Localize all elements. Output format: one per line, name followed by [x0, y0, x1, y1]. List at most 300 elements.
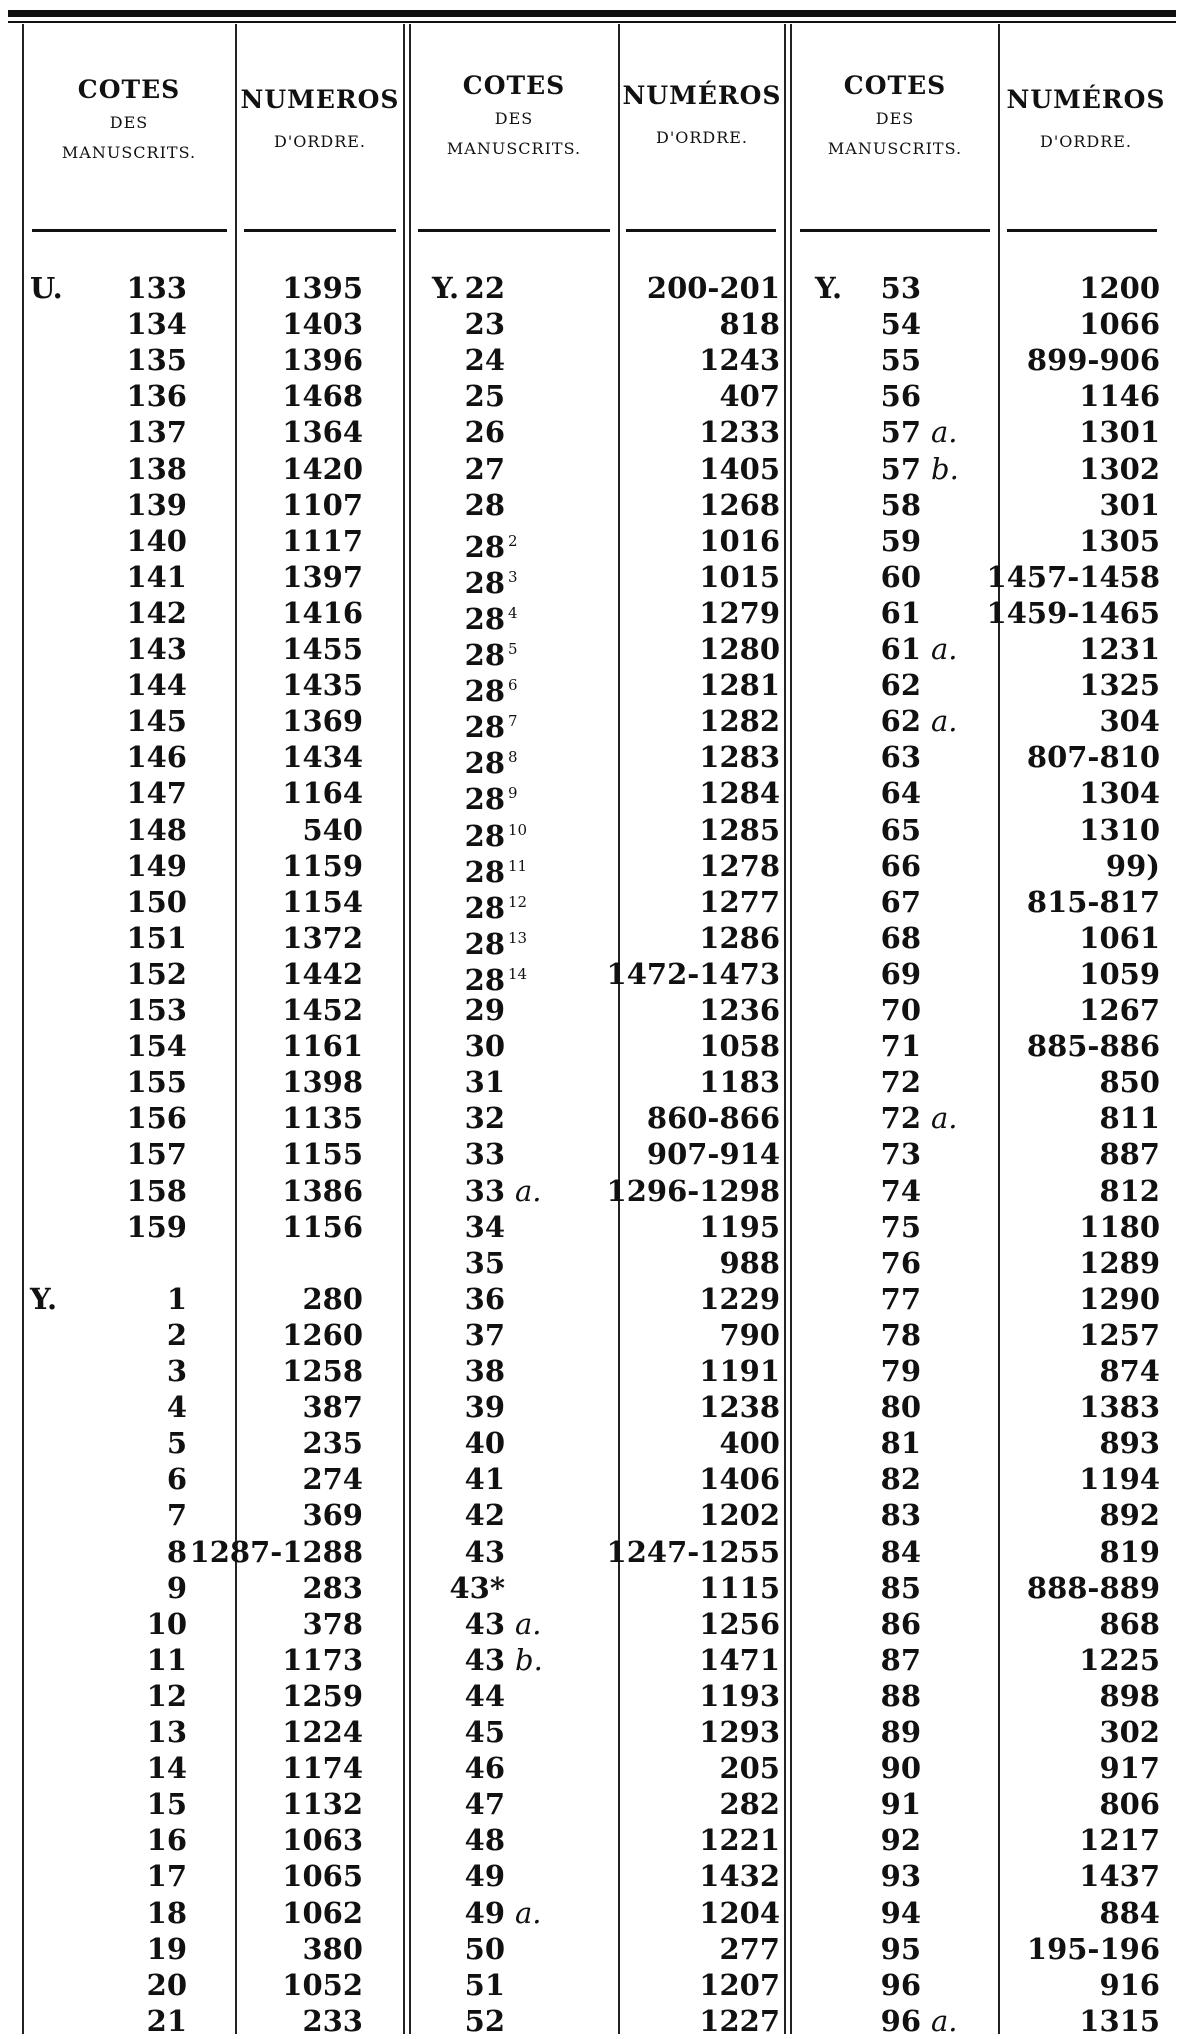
cote-number: 141	[126, 559, 187, 594]
cote-cell	[791, 884, 921, 920]
numero-cell: 1278	[699, 848, 780, 883]
cote-number: 28	[464, 674, 505, 709]
cote-cell	[375, 451, 505, 487]
cote-number: 150	[126, 884, 187, 919]
cote-number: 25	[464, 379, 505, 414]
cote-number: 8	[166, 1534, 187, 1569]
numero-cell: 282	[719, 1787, 780, 1822]
cote-number: 72	[880, 1101, 921, 1136]
cote-number: 79	[880, 1354, 921, 1388]
cote-cell	[791, 487, 921, 523]
numero-cell: 1066	[1079, 307, 1160, 342]
cote-suffix: a.	[515, 1606, 542, 1641]
numero-cell: 1398	[282, 1065, 363, 1100]
header-rule-4	[626, 229, 776, 232]
cote-number: 80	[880, 1390, 921, 1425]
cote-number: 74	[880, 1173, 921, 1208]
cote-number: 28	[464, 782, 505, 817]
cote-cell	[375, 1209, 505, 1245]
numero-cell: 1405	[699, 451, 780, 486]
cote-number: 37	[464, 1317, 505, 1352]
cote-cell	[791, 1931, 921, 1967]
cote-cell	[375, 1425, 505, 1461]
numero-cell: 1468	[282, 379, 363, 414]
cote-cell	[375, 1173, 542, 1209]
numero-cell: 1315	[1079, 2003, 1160, 2038]
numero-cell: 277	[719, 1931, 780, 1966]
cote-number: 36	[464, 1281, 505, 1316]
cote-number: 28	[464, 962, 505, 997]
cote-number: 28	[464, 529, 505, 564]
cote-cell	[375, 1967, 505, 2003]
cote-number: 6	[166, 1462, 187, 1497]
cote-number: 30	[464, 1029, 505, 1064]
cote-number: 86	[880, 1606, 921, 1641]
cote-cell	[375, 1931, 505, 1967]
numero-cell: 899-906	[1026, 343, 1160, 378]
cote-cell	[375, 487, 505, 523]
cote-cell	[375, 1389, 505, 1425]
numero-cell: 884	[1099, 1895, 1160, 1930]
top-thin-rule	[8, 21, 1176, 23]
cote-number: 43*	[449, 1570, 505, 1605]
cote-cell	[375, 270, 505, 306]
cote-number: 20	[146, 1967, 187, 2002]
cote-cell	[375, 1606, 542, 1642]
cote-superscript: 11	[508, 856, 528, 875]
cote-number: 39	[464, 1390, 505, 1425]
numero-cell: 1225	[1079, 1642, 1160, 1677]
numero-cell: 195-196	[1026, 1931, 1160, 1966]
cote-number: 28	[464, 638, 505, 672]
cote-cell	[791, 848, 921, 884]
cote-number: 28	[464, 746, 505, 781]
numero-cell: 1059	[1079, 956, 1160, 991]
cote-number: 136	[126, 379, 187, 414]
numero-cell: 850	[1099, 1065, 1160, 1100]
cote-number: 28	[464, 601, 505, 636]
cote-number: 76	[880, 1245, 921, 1280]
header-cotes-title: COTES	[462, 71, 566, 100]
numero-cell: 1207	[699, 1967, 780, 2002]
cote-number: 149	[126, 848, 187, 883]
cote-number: 28	[464, 926, 505, 961]
cote-number: 63	[880, 740, 921, 775]
cote-cell	[791, 306, 921, 342]
cote-number: 23	[464, 307, 505, 342]
cote-number: 34	[464, 1209, 505, 1244]
cote-number: 3	[166, 1354, 187, 1388]
numero-cell: 1310	[1079, 812, 1160, 847]
header-numeros-2	[620, 76, 784, 160]
cote-number: 145	[126, 704, 187, 739]
cote-number: 152	[126, 956, 187, 991]
cote-suffix: a.	[931, 415, 958, 450]
numero-cell: 1193	[699, 1678, 780, 1713]
cote-cell	[375, 1100, 505, 1136]
series-prefix: U.	[30, 271, 63, 305]
cote-cell	[791, 1570, 921, 1606]
cote-superscript: 13	[508, 928, 528, 947]
cote-number: 85	[880, 1570, 921, 1605]
numero-cell: 1305	[1079, 523, 1160, 558]
cote-number: 60	[880, 559, 921, 594]
cote-cell	[791, 342, 921, 378]
numero-cell: 283	[302, 1570, 363, 1605]
cote-number: 87	[880, 1642, 921, 1677]
header-numeros-title: NUMÉROS	[1006, 85, 1166, 114]
series-prefix: Y.	[432, 271, 460, 305]
cote-number: 147	[126, 776, 187, 811]
cote-number: 134	[126, 307, 187, 342]
cote-cell	[791, 1895, 921, 1931]
cote-cell	[375, 342, 505, 378]
cote-number: 45	[464, 1715, 505, 1749]
cote-cell	[375, 1281, 505, 1317]
cote-number: 40	[464, 1426, 505, 1461]
cote-number: 41	[464, 1462, 505, 1497]
numero-cell: 807-810	[1026, 740, 1160, 775]
numero-cell: 1154	[282, 884, 363, 919]
cote-cell	[791, 1642, 921, 1678]
cote-number: 5	[166, 1426, 187, 1461]
cote-cell	[375, 378, 505, 414]
cote-cell	[791, 1028, 921, 1064]
header-cotes-1	[24, 72, 234, 168]
cote-number: 159	[126, 1209, 187, 1244]
numero-cell: 1416	[282, 595, 363, 630]
cote-number: 62	[880, 704, 921, 739]
cote-cell	[791, 559, 921, 595]
numero-cell: 1236	[699, 993, 780, 1027]
cote-number: 18	[146, 1895, 187, 1930]
numero-cell: 1221	[699, 1823, 780, 1858]
cote-number: 10	[146, 1606, 187, 1641]
cote-number: 153	[126, 993, 187, 1027]
cote-cell	[791, 775, 921, 811]
cote-number: 91	[880, 1787, 921, 1822]
cote-number: 47	[464, 1787, 505, 1822]
cote-number: 31	[464, 1065, 505, 1100]
cote-cell	[791, 523, 921, 559]
numero-cell: 1459-1465	[986, 595, 1160, 630]
numero-cell: 1287-1288	[189, 1534, 363, 1569]
cote-cell	[791, 1497, 921, 1533]
cote-number: 59	[880, 523, 921, 558]
cote-number: 93	[880, 1859, 921, 1894]
numero-cell: 917	[1099, 1751, 1160, 1786]
double-divider-2a	[784, 24, 786, 2034]
cote-cell	[375, 1858, 505, 1894]
cote-number: 53	[880, 271, 921, 305]
cote-number: 66	[880, 848, 921, 883]
cote-number: 84	[880, 1534, 921, 1569]
numero-cell: 790	[719, 1317, 780, 1352]
cote-number: 151	[126, 920, 187, 955]
header-cotes-2	[410, 68, 618, 164]
cote-number: 28	[464, 890, 505, 925]
header-cotes-des: DES	[875, 109, 915, 128]
numero-cell: 1268	[699, 487, 780, 522]
cote-number: 46	[464, 1751, 505, 1786]
header-rule-5	[800, 229, 990, 232]
cote-cell	[375, 1136, 505, 1172]
cote-number: 140	[126, 523, 187, 558]
cote-number: 67	[880, 884, 921, 919]
numero-cell: 1159	[282, 848, 363, 883]
cote-cell	[791, 1389, 921, 1425]
numero-cell: 1180	[1079, 1209, 1160, 1244]
cote-suffix: a.	[931, 704, 958, 739]
cote-number: 61	[880, 632, 921, 666]
cote-cell	[375, 2003, 505, 2039]
cote-suffix: b.	[931, 451, 959, 486]
cote-superscript: 10	[508, 820, 528, 839]
left-border	[22, 24, 24, 2034]
cote-superscript: 14	[508, 964, 528, 983]
cote-cell	[791, 595, 921, 631]
numero-cell: 1061	[1079, 920, 1160, 955]
numero-cell: 301	[1099, 487, 1160, 522]
cote-number: 77	[880, 1281, 921, 1316]
numero-cell: 1063	[282, 1823, 363, 1858]
cote-number: 82	[880, 1462, 921, 1497]
cote-number: 62	[880, 668, 921, 703]
numero-cell: 1062	[282, 1895, 363, 1930]
cote-cell	[791, 812, 921, 848]
cote-number: 43	[464, 1534, 505, 1569]
cote-cell	[375, 1570, 505, 1606]
cote-cell	[375, 1317, 505, 1353]
cote-number: 72	[880, 1065, 921, 1100]
cote-cell	[791, 1858, 921, 1894]
cote-number: 38	[464, 1354, 505, 1388]
cote-number: 88	[880, 1678, 921, 1713]
header-cotes-manuscrits: MANUSCRITS.	[827, 139, 963, 158]
header-numeros-title: NUMÉROS	[622, 81, 782, 110]
numero-cell: 988	[719, 1245, 780, 1280]
numero-cell: 1442	[282, 956, 363, 991]
cote-number: 96	[880, 1967, 921, 2002]
numero-cell: 274	[302, 1462, 363, 1497]
cote-number: 158	[126, 1173, 187, 1208]
cote-number: 19	[146, 1931, 187, 1966]
numero-cell: 387	[302, 1390, 363, 1425]
numero-cell: 1015	[699, 559, 780, 594]
cote-number: 50	[464, 1931, 505, 1966]
cote-number: 137	[126, 415, 187, 450]
numero-cell: 815-817	[1026, 884, 1160, 919]
header-numeros-dordre: D'ORDRE.	[273, 132, 367, 151]
numero-cell: 1397	[282, 559, 363, 594]
cote-cell	[791, 1606, 921, 1642]
cote-cell	[375, 1895, 542, 1931]
header-cotes-title: COTES	[843, 71, 947, 100]
cote-cell	[791, 1425, 921, 1461]
numero-cell: 907-914	[646, 1137, 780, 1172]
cote-number: 135	[126, 343, 187, 378]
header-cotes-des: DES	[494, 109, 534, 128]
cote-number: 144	[126, 668, 187, 703]
numero-cell: 887	[1099, 1137, 1160, 1172]
numero-cell: 380	[302, 1931, 363, 1966]
numero-cell: 1233	[699, 415, 780, 450]
numero-cell: 1432	[699, 1859, 780, 1894]
numero-cell: 1301	[1079, 415, 1160, 450]
cote-number: 92	[880, 1823, 921, 1858]
cote-cell	[375, 1245, 505, 1281]
numero-cell: 811	[1099, 1101, 1160, 1136]
cote-number: 75	[880, 1209, 921, 1244]
cote-cell	[791, 1967, 921, 2003]
cote-number: 146	[126, 740, 187, 775]
cote-superscript: 7	[508, 712, 518, 731]
numero-cell: 1452	[282, 993, 363, 1027]
cote-number: 15	[146, 1787, 187, 1822]
numero-cell: 1364	[282, 415, 363, 450]
numero-cell: 1259	[282, 1678, 363, 1713]
cote-number: 133	[126, 271, 187, 305]
numero-cell: 1164	[282, 776, 363, 811]
cote-number: 157	[126, 1137, 187, 1172]
numero-cell: 1204	[699, 1895, 780, 1930]
numero-cell: 1155	[282, 1137, 363, 1172]
header-numeros-dordre: D'ORDRE.	[1039, 132, 1133, 151]
cote-number: 28	[464, 854, 505, 889]
numero-cell: 1369	[282, 704, 363, 739]
cote-superscript: 3	[508, 567, 518, 586]
header-cotes-des: DES	[109, 113, 149, 132]
cote-cell	[375, 1786, 505, 1822]
cote-number: 17	[146, 1859, 187, 1894]
numero-cell: 1224	[282, 1715, 363, 1749]
numero-cell: 1279	[699, 595, 780, 630]
cote-number: 94	[880, 1895, 921, 1930]
cote-number: 89	[880, 1715, 921, 1749]
numero-cell: 1052	[282, 1967, 363, 2002]
cote-superscript: 8	[508, 748, 518, 767]
cote-cell	[375, 1534, 505, 1570]
cote-superscript: 5	[508, 640, 518, 658]
cote-number: 56	[880, 379, 921, 414]
header-cotes-manuscrits: MANUSCRITS.	[446, 139, 582, 158]
cote-cell	[791, 1173, 921, 1209]
numero-cell: 1383	[1079, 1390, 1160, 1425]
numero-cell: 1115	[699, 1570, 780, 1605]
cote-cell	[791, 1245, 921, 1281]
numero-cell: 1260	[282, 1317, 363, 1352]
numero-cell: 1194	[1079, 1462, 1160, 1497]
cote-cell	[791, 1461, 921, 1497]
numero-cell: 1284	[699, 776, 780, 811]
cote-number: 13	[146, 1715, 187, 1749]
cote-number: 28	[464, 710, 505, 745]
numero-cell: 1280	[699, 632, 780, 666]
numero-cell: 1247-1255	[606, 1534, 780, 1569]
numero-cell: 1200	[1079, 271, 1160, 305]
numero-cell: 1227	[699, 2003, 780, 2038]
numero-cell: 1471	[699, 1642, 780, 1677]
cote-number: 42	[464, 1498, 505, 1533]
numero-cell: 1173	[282, 1642, 363, 1677]
numero-cell: 888-889	[1026, 1570, 1160, 1605]
cote-number: 21	[146, 2003, 187, 2038]
numero-cell: 378	[302, 1606, 363, 1641]
numero-cell: 1135	[282, 1101, 363, 1136]
cote-cell	[791, 1317, 921, 1353]
cote-number: 49	[464, 1895, 505, 1930]
cote-number: 83	[880, 1498, 921, 1533]
cote-number: 51	[464, 1967, 505, 2002]
cote-cell	[375, 1642, 543, 1678]
numero-cell: 1395	[282, 271, 363, 305]
numero-cell: 1290	[1079, 1281, 1160, 1316]
numero-cell: 304	[1099, 704, 1160, 739]
numero-cell: 1281	[699, 668, 780, 703]
numero-cell: 1289	[1079, 1245, 1160, 1280]
numero-cell: 1217	[1079, 1823, 1160, 1858]
header-numeros-1	[237, 80, 403, 164]
numero-cell: 369	[302, 1498, 363, 1533]
numero-cell: 819	[1099, 1534, 1160, 1569]
cote-number: 44	[464, 1678, 505, 1713]
cote-superscript: 2	[508, 531, 518, 550]
cote-number: 81	[880, 1426, 921, 1461]
cote-suffix: a.	[515, 1173, 542, 1208]
cote-number: 57	[880, 451, 921, 486]
numero-cell: 205	[719, 1751, 780, 1786]
cote-number: 32	[464, 1101, 505, 1136]
cote-cell	[791, 270, 921, 306]
series-prefix: Y.	[815, 271, 843, 305]
cote-number: 43	[464, 1606, 505, 1641]
cote-number: 55	[880, 343, 921, 378]
header-rule-1	[32, 229, 227, 232]
numero-cell: 233	[302, 2003, 363, 2038]
header-cotes-manuscrits: MANUSCRITS.	[61, 143, 197, 162]
cote-number: 27	[464, 451, 505, 486]
cote-number: 143	[126, 632, 187, 666]
cote-cell	[375, 992, 505, 1028]
cote-number: 138	[126, 451, 187, 486]
numero-cell: 806	[1099, 1787, 1160, 1822]
header-numeros-dordre: D'ORDRE.	[655, 128, 749, 147]
numero-cell: 1435	[282, 668, 363, 703]
cote-cell	[375, 414, 505, 450]
numero-cell: 868	[1099, 1606, 1160, 1641]
cote-cell	[791, 1281, 921, 1317]
cote-suffix: b.	[515, 1642, 543, 1677]
cote-number: 54	[880, 307, 921, 342]
cote-number: 142	[126, 595, 187, 630]
cote-number: 43	[464, 1642, 505, 1677]
numero-cell: 1231	[1079, 632, 1160, 666]
cote-number: 155	[126, 1065, 187, 1100]
top-thick-rule	[8, 10, 1176, 17]
cote-suffix: a.	[931, 1101, 958, 1136]
cote-cell	[791, 703, 958, 739]
cote-cell	[375, 306, 505, 342]
numero-cell: 885-886	[1026, 1029, 1160, 1064]
cote-superscript: 12	[508, 892, 528, 911]
numero-cell: 1195	[699, 1209, 780, 1244]
header-cotes-title: COTES	[77, 75, 181, 104]
header-numeros-3	[1000, 80, 1172, 164]
numero-cell: 1229	[699, 1281, 780, 1316]
cote-cell	[791, 667, 921, 703]
numero-cell: 1267	[1079, 993, 1160, 1027]
cote-number: 68	[880, 920, 921, 955]
